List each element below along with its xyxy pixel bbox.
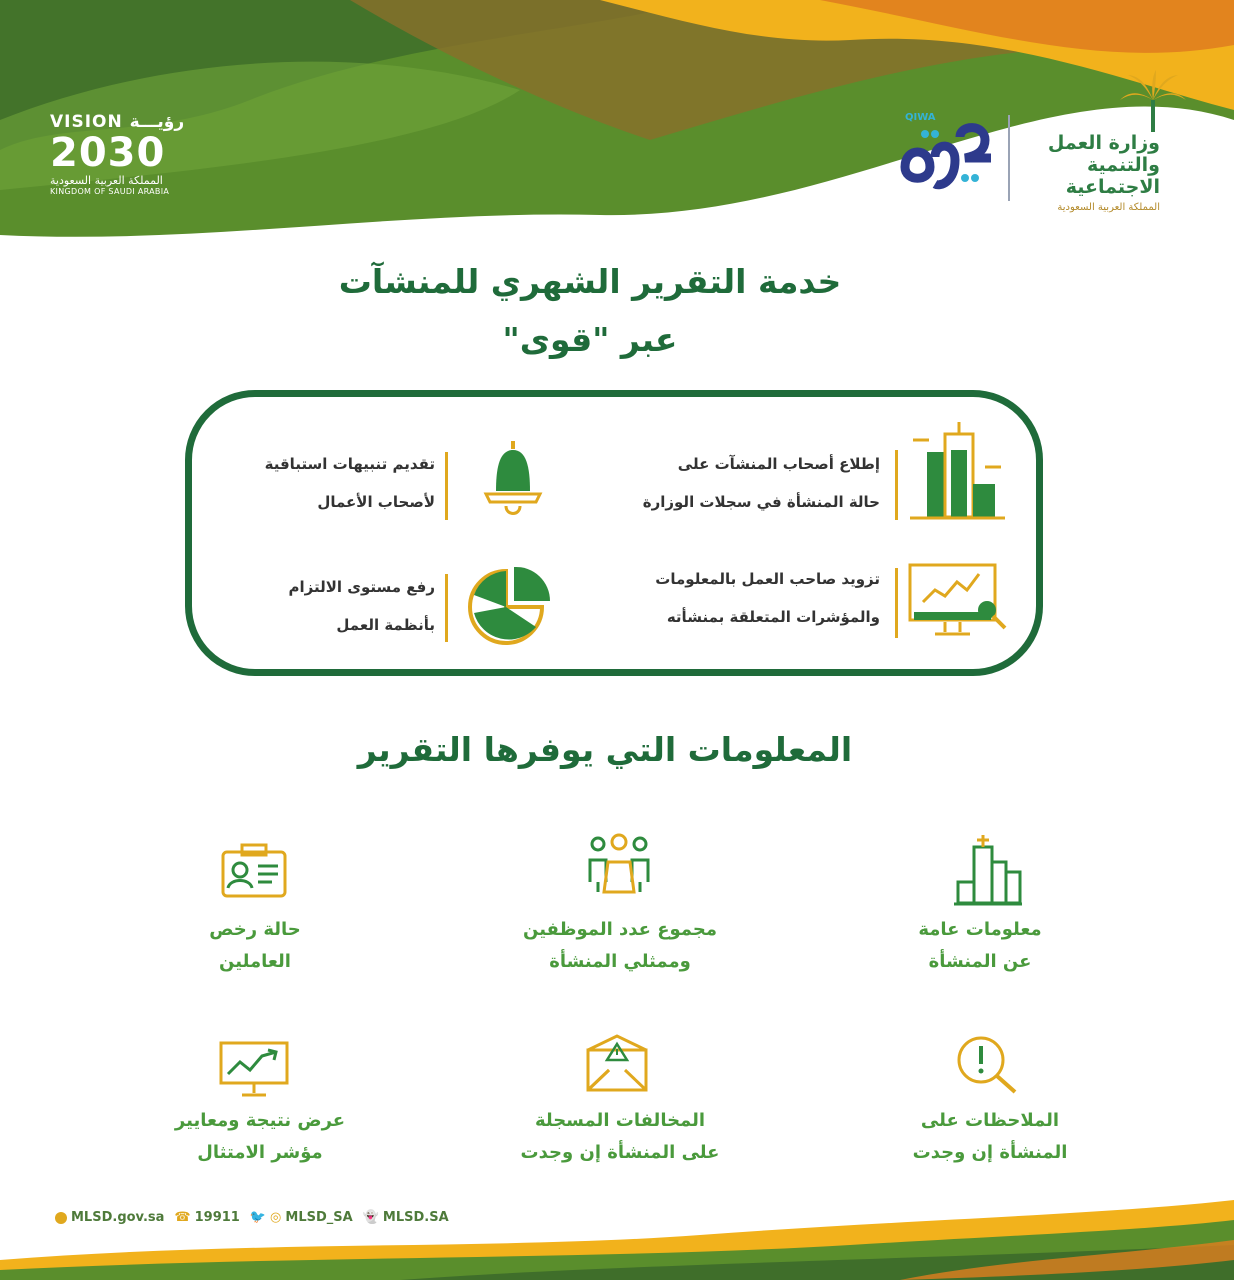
section-title: المعلومات التي يوفرها التقرير [357,730,853,769]
feature-divider [895,450,898,520]
card-text-line2: مؤشر الامتثال [197,1142,323,1163]
envelope-warning-icon [585,1032,649,1094]
twitter-icon: 🐦 [249,1210,267,1225]
feature-item [560,445,880,521]
card-text-line1: معلومات عامة [918,919,1042,940]
feature-text-line1: إطلاع أصحاب المنشآت على [677,455,880,473]
vision-kingdom-en: KINGDOM OF SAUDI ARABIA [50,187,170,196]
feature-text-line1: تزويد صاحب العمل بالمعلومات [655,570,880,588]
card-text-line1: الملاحظات على [920,1110,1060,1131]
feature-text-line2: والمؤشرات المتعلقة بمنشأته [666,608,880,626]
ministry-kingdom: المملكة العربية السعودية [1057,202,1160,213]
website-link[interactable]: MLSD.gov.sa [55,1210,164,1225]
qiwa-logo-icon [895,112,1000,192]
card-text-line1: حالة رخص [209,919,301,940]
feature-text-line1: رفع مستوى الالتزام [288,578,435,596]
snapchat-link[interactable]: 👻 MLSD.SA [362,1210,449,1225]
page-title: خدمة التقرير الشهري للمنشآت [338,262,842,301]
qiwa-label: QIWA [905,112,936,123]
feature-item [195,568,435,644]
bell-icon [478,436,548,521]
feature-divider [445,574,448,642]
feature-item [195,445,435,521]
card-text-line2: عن المنشأة [928,951,1032,972]
footer-contact [55,1210,449,1225]
card-text-line2: وممثلي المنشأة [549,951,691,972]
magnifier-alert-icon [955,1034,1021,1096]
feature-text-line2: لأصحاب الأعمال [317,493,435,511]
info-card [880,914,1080,978]
palm-tree-icon [1118,70,1188,135]
info-card [480,1105,760,1169]
card-text-line1: مجموع عدد الموظفين [523,919,717,940]
buildings-icon [952,832,1024,907]
page-subtitle: عبر "قوى" [502,320,678,359]
info-card [880,1105,1100,1169]
vision-label: VISION رؤيـــة [50,112,185,132]
social-link[interactable]: 🐦 ◎ MLSD_SA [249,1210,353,1225]
feature-item [560,560,880,636]
card-text-line1: المخالفات المسجلة [534,1110,706,1131]
feature-text-line1: تقديم تنبيهات استباقية [264,455,435,473]
info-card [140,1105,380,1169]
card-text-line1: عرض نتيجة ومعايير [174,1110,346,1131]
phone-link[interactable]: ☎ 19911 [174,1210,240,1225]
id-card-icon [220,842,288,900]
people-icon [586,832,652,900]
vision-kingdom-ar: المملكة العربية السعودية [50,174,163,187]
phone-icon: ☎ [174,1210,191,1225]
info-card [150,914,360,978]
logo-divider [1008,115,1010,201]
feature-text-line2: بأنظمة العمل [336,616,435,634]
card-text-line2: العاملين [219,951,291,972]
vision-2030-logo [50,112,190,196]
pie-chart-icon [466,565,554,647]
vision-year: 2030 [50,130,166,176]
ministry-logo [1020,132,1160,213]
ministry-name-line2: والتنمية الاجتماعية [1065,154,1160,198]
trend-chart-icon [218,1040,290,1100]
buildings-icon [905,422,1010,522]
monitor-chart-icon [905,560,1015,640]
ministry-name-line1: وزارة العمل [1047,132,1160,154]
globe-icon [55,1212,67,1224]
instagram-icon: ◎ [270,1210,282,1225]
info-card [480,914,760,978]
feature-text-line2: حالة المنشأة في سجلات الوزارة [642,493,880,511]
snapchat-icon: 👻 [362,1210,379,1225]
card-text-line2: على المنشأة إن وجدت [520,1142,720,1163]
card-text-line2: المنشأة إن وجدت [912,1142,1068,1163]
feature-divider [445,452,448,520]
feature-divider [895,568,898,638]
